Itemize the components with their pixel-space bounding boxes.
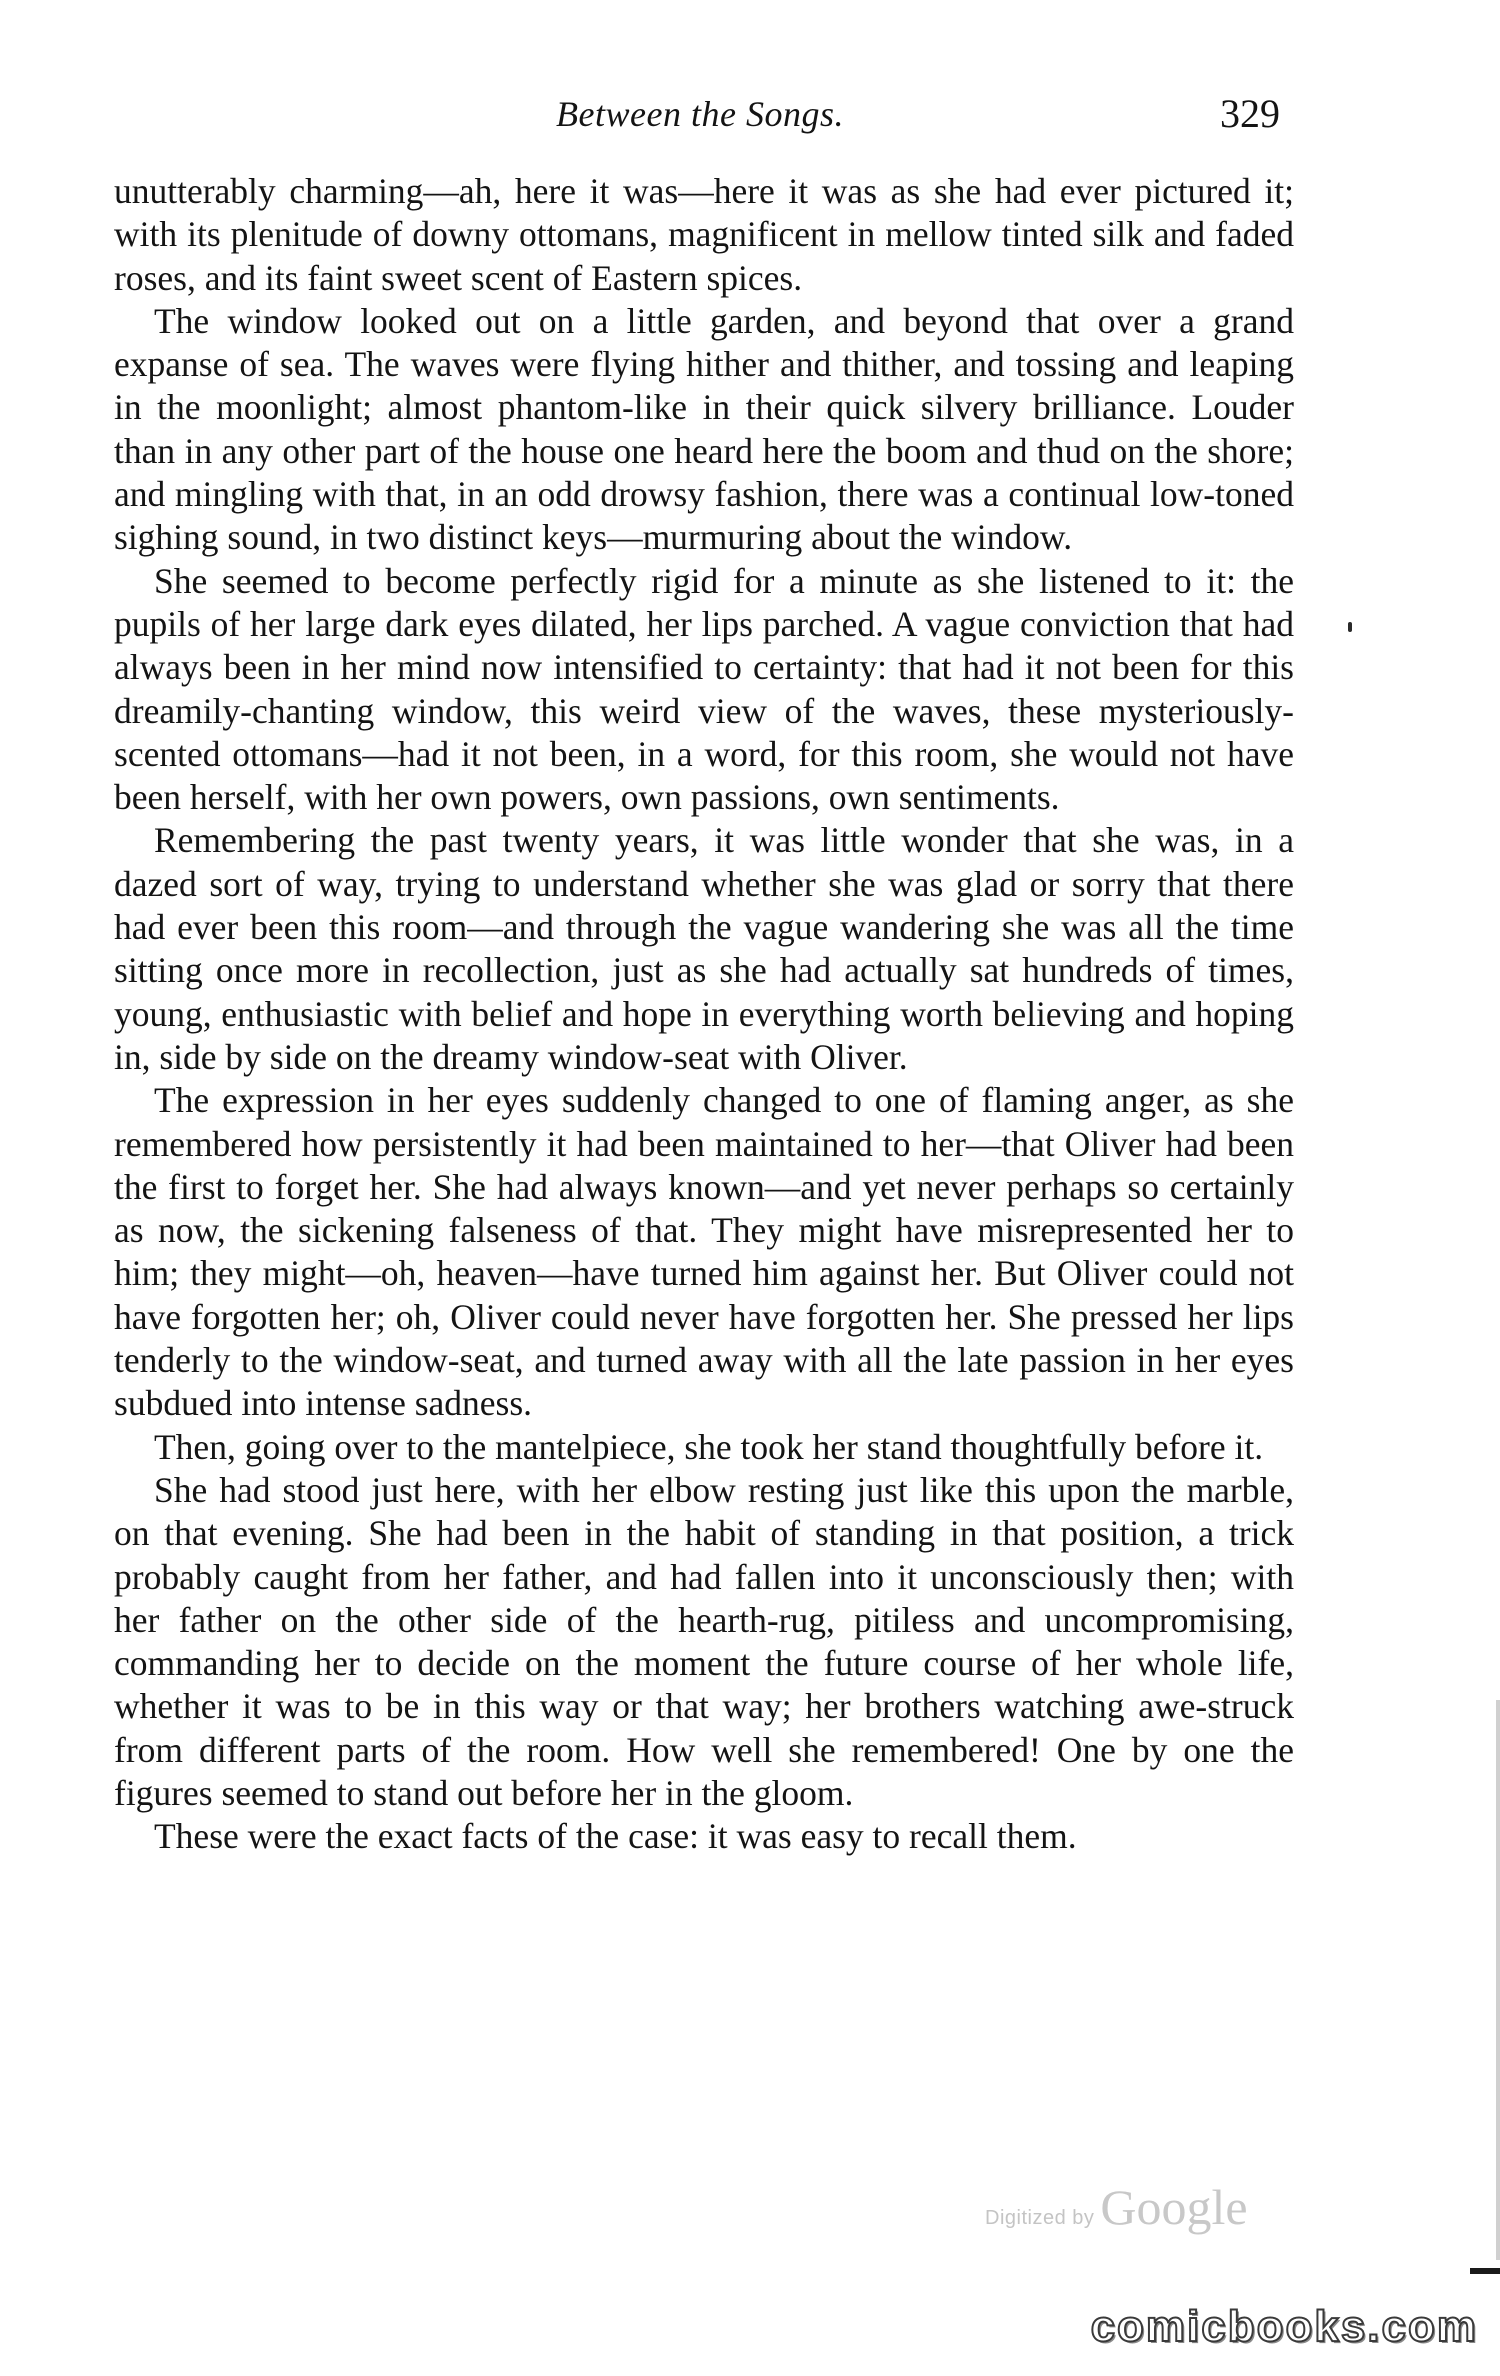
page-number: 329 <box>1220 91 1280 136</box>
paragraph-8: These were the exact facts of the case: it was easy to recall them. <box>154 1816 1077 1857</box>
paragraph-7: She had stood just here, with her elbow resting just like this upon the marble, on that evening. She had been in the habit of standing in that position, a trick probably caught from her father, and had fallen into it unconsciously then; with her father on the other side of the hearth-rug, pitiless and uncompromising, commanding her to decide on the moment the future course of her whole life, whether it was to be in this way or that way; her brothers watching awe-struck from different parts of the room. How well she remembered! One by one the figures seemed to stand out before her in the gloom. <box>114 1469 1294 1813</box>
scan-edge-mark <box>1470 2268 1500 2274</box>
watermark-brand-logo: Google <box>1100 2179 1248 2235</box>
paragraph-5: The expression in her eyes suddenly changed to one of flaming anger, as she remembered how persistently it had been maintained to her—that Oliver had been the first to forget her. She had always known—and yet never perhaps so certainly as now, the sickening falseness of that. They might have misrepresented her to him; they might—oh, heaven—have turned him against her. But Oliver could not have forgotten her; oh, Oliver could never have forgotten her. She pressed her lips tenderly to the window-seat, and turned away with all the late passion in her eyes subdued into intense sadness. <box>114 1080 1294 1424</box>
paragraph-1: unutterably charming—ah, here it was—here it was as she had ever pictured it; with its plenitude of downy ottomans, magnificent in mellow tinted silk and faded roses, and its faint sweet scent of Eastern spices. <box>114 171 1294 298</box>
watermark-digitized-text: Digitized by <box>985 2207 1095 2229</box>
paragraph-6: Then, going over to the mantelpiece, she took her stand thoughtfully before it. <box>154 1426 1264 1467</box>
paragraph-2: The window looked out on a little garden, and beyond that over a grand expanse of sea. The waves were flying hither and thither, and tossing and leaping in the moonlight; almost phantom-like in their quick silvery brilliance. Louder than in any other part of the house one heard here the boom and thud on the shore; and mingling with that, in an odd drowsy fashion, there was a continual low-toned sighing sound, in two distinct keys—murmuring about the window. <box>114 300 1294 558</box>
digitized-watermark <box>985 2178 1248 2236</box>
site-watermark-logo: comicbooks.com <box>1090 2302 1478 2351</box>
body-text <box>114 170 1294 1859</box>
paragraph-3: She seemed to become perfectly rigid for a minute as she listened to it: the pupils of her large dark eyes dilated, her lips parched. A vague conviction that had always been in her mind now intensified to certainty: that had it not been for this dreamily-chanting window, this weird view of the waves, these mysteriously-scented ottomans—had it not been, in a word, for this room, she would not have been herself, with her own powers, own passions, own sentiments. <box>114 560 1294 818</box>
paragraph-4: Remembering the past twenty years, it was little wonder that she was, in a dazed sort of way, trying to understand whether she was glad or sorry that there had ever been this room—and through the vague wandering she was all the time sitting once more in recollection, just as she had actually sat hundreds of times, young, enthusiastic with belief and hope in everything worth believing and hoping in, side by side on the dreamy window-seat with Oliver. <box>114 820 1294 1077</box>
page-header <box>110 88 1290 148</box>
page-edge-shadow <box>1496 1700 1500 2260</box>
stray-ink-mark <box>1348 622 1352 632</box>
running-title: Between the Songs. <box>556 94 844 134</box>
